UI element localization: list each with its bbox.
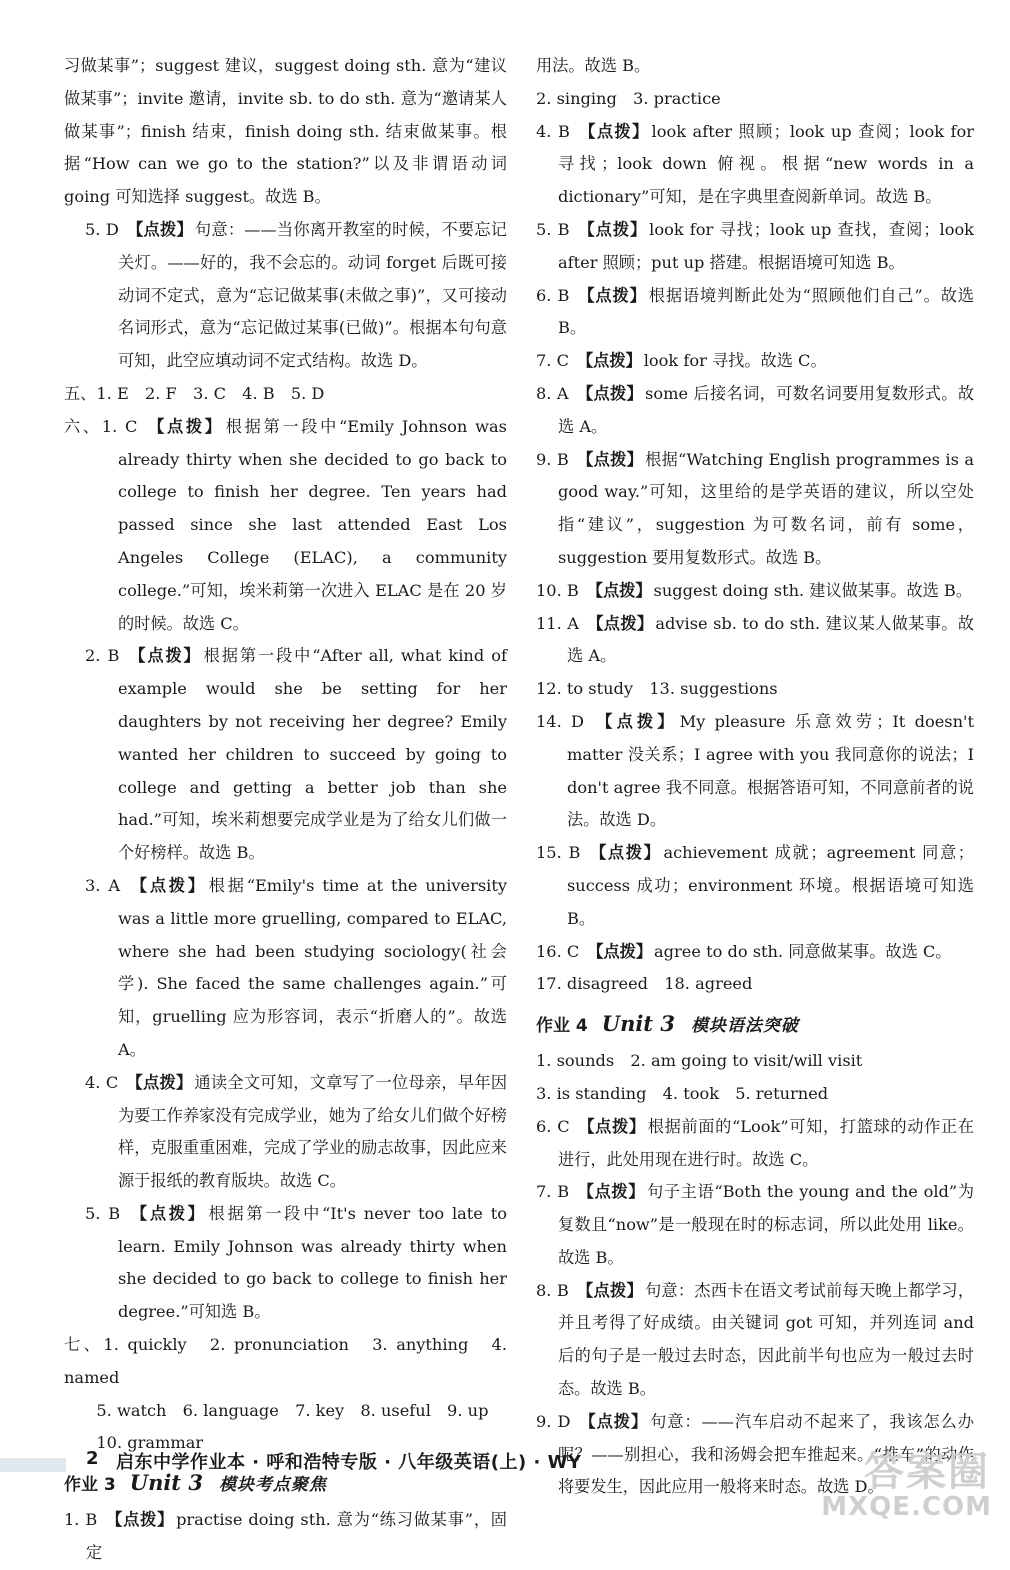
answer-item xyxy=(64,1198,507,1329)
section-prefix: 作业 4 xyxy=(536,1016,588,1037)
answer-text: suggest doing sth. 建议做某事。故选 B。 xyxy=(653,580,973,600)
book-title: 启东中学作业本 · 呼和浩特专版 · 八年级英语(上) · WY xyxy=(116,1452,582,1473)
left-answers xyxy=(64,50,507,1460)
answer-number: 2. B xyxy=(85,646,120,666)
answer-number: 4. C xyxy=(85,1072,119,1092)
left-answers-tail xyxy=(64,1504,507,1570)
answer-text: 根据“Watching English programmes is a good way.”可知，这里给的是学英语的建议，所以空处指“建议”，suggestion 为可数名词，前有 some，suggestion 要用复数形式。故选 B。 xyxy=(558,449,974,567)
answer-text: look for 寻找；look up 查找，查阅；look after 照顾；put up 搭建。根据语境可知选 B。 xyxy=(558,219,974,272)
answer-text: 习做某事”；suggest 建议，suggest doing sth. 意为“建议做某事”；invite 邀请，invite sb. to do sth. 意为“邀请某人做某事”；finish 结束，finish doing sth. 结束做某事。根据“How can we go to the station?”以及非谓语动词 going 可知选择 suggest。故选 B。 xyxy=(64,56,507,207)
hint-tag: 【点拨】 xyxy=(576,351,642,371)
hint-tag: 【点拨】 xyxy=(576,449,644,469)
answer-number: 14. D xyxy=(536,711,585,731)
answer-text: 10. grammar xyxy=(64,1433,204,1453)
answer-text: 句意：——当你离开教室的时候，不要忘记关灯。——好的，我不会忘的。动词 forget 后既可接动词不定式，意为“忘记做某事(未做之事)”，又可接动名词形式，意为“忘记做过某事(已做)”。根据本句句意可知，此空应填动词不定式结构。故选 D。 xyxy=(118,219,507,371)
answer-item xyxy=(64,1395,507,1428)
answer-text: 5. watch 6. language 7. key 8. useful 9. up xyxy=(64,1400,489,1420)
answer-item xyxy=(536,280,974,346)
answer-text: My pleasure 乐意效劳；It doesn't matter 没关系；I agree with you 我同意你的说法；I don't agree 我不同意。根据答语可知，不同意前者的说法。故选 D。 xyxy=(567,711,974,830)
section-prefix: 作业 3 xyxy=(64,1475,116,1496)
watermark-url: MXQE.COM xyxy=(821,1492,992,1522)
section-title: 模块考点聚焦 xyxy=(218,1475,327,1496)
answer-text: 根据第一段中“It's never too late to learn. Emily Johnson was already thirty when she decided to go back to college to finish her degree.”可知选 B。 xyxy=(118,1203,507,1322)
answer-item xyxy=(64,870,507,1067)
answer-item xyxy=(536,1111,974,1177)
hint-tag: 【点拨】 xyxy=(128,875,207,895)
hint-tag: 【点拨】 xyxy=(577,121,650,141)
answer-number: 5. B xyxy=(85,1203,121,1223)
answer-item xyxy=(536,608,974,674)
answer-number: 1. B xyxy=(64,1510,98,1530)
answer-text: look after 照顾；look up 查阅；look for 寻找；look down 俯视。根据“new words in a dictionary”可知，是在字典里查阅新单词。故选 B。 xyxy=(558,121,974,207)
answer-item xyxy=(536,1045,974,1078)
hint-tag: 【点拨】 xyxy=(576,383,644,403)
answer-number: 9. D xyxy=(536,1411,571,1431)
answer-item xyxy=(536,1275,974,1406)
hint-tag: 【点拨】 xyxy=(576,1280,643,1300)
answer-item xyxy=(64,214,507,378)
hint-tag: 【点拨】 xyxy=(577,1182,646,1202)
section-unit: Unit 3 xyxy=(129,1470,203,1496)
page-number: 2 xyxy=(86,1448,99,1469)
answer-text: 2. singing 3. practice xyxy=(536,88,721,108)
answer-text: achievement 成就；agreement 同意；success 成功；environment 环境。根据语境可知选 B。 xyxy=(567,843,974,928)
answer-number: 六、1. C xyxy=(64,416,138,436)
answer-text: look for 寻找。故选 C。 xyxy=(643,351,827,371)
answer-number: 4. B xyxy=(536,121,570,141)
answer-text: 根据语境判断此处为“照顾他们自己”。故选 B。 xyxy=(558,285,974,338)
answer-number: 11. A xyxy=(536,613,579,633)
answer-number: 15. B xyxy=(536,843,581,863)
footer-decor-bar xyxy=(0,1458,66,1472)
hint-tag: 【点拨】 xyxy=(577,285,647,305)
answer-text: 七、1. quickly 2. pronunciation 3. anything 4. named xyxy=(64,1335,507,1387)
answer-text: 根据第一段中“After all, what kind of example would she be setting for her daughters by not receiving her degree? Emily wanted her children to succeed by going to college and getting a better job than she had.”可知，埃米莉想要完成学业是为了给女儿们做一个好榜样。故选 B。 xyxy=(118,646,507,863)
hint-tag: 【点拨】 xyxy=(105,1510,175,1530)
answer-item xyxy=(64,1329,507,1395)
hint-tag: 【点拨】 xyxy=(127,646,202,666)
answer-item xyxy=(536,837,974,935)
answer-item xyxy=(64,640,507,870)
answer-text: 3. is standing 4. took 5. returned xyxy=(536,1083,829,1103)
answer-text: 句子主语“Both the young and the old”为复数且“now”是一般现在时的标志词，所以此处用 like。故选 B。 xyxy=(558,1182,975,1267)
answer-item xyxy=(536,1176,974,1274)
hint-tag: 【点拨】 xyxy=(588,843,662,863)
answer-item xyxy=(536,673,974,706)
left-column xyxy=(64,50,507,1570)
answer-number: 9. B xyxy=(536,449,569,469)
answer-item xyxy=(536,345,974,378)
watermark-logo xyxy=(821,1440,996,1526)
hint-tag: 【点拨】 xyxy=(128,1203,207,1223)
hint-tag: 【点拨】 xyxy=(578,1411,649,1431)
answer-number: 7. C xyxy=(536,351,569,371)
answer-number: 16. C xyxy=(536,941,580,961)
right-answers-tail xyxy=(536,1045,974,1504)
section-title: 模块语法突破 xyxy=(690,1016,799,1037)
answer-item xyxy=(536,83,974,116)
hint-tag: 【点拨】 xyxy=(145,416,224,436)
answer-number: 5. D xyxy=(85,219,119,239)
hint-tag: 【点拨】 xyxy=(586,613,654,633)
answer-text: 根据“Emily's time at the university was a little more gruelling, compared to ELAC, where she had been studying sociology(社会学). She faced the same challenges again.”可知，gruelling 应为形容词，表示“折磨人的”。故选 A。 xyxy=(118,875,508,1059)
answer-item xyxy=(536,214,974,280)
section-header-4 xyxy=(536,1007,974,1043)
hint-tag: 【点拨】 xyxy=(126,219,193,239)
answer-text: practise doing sth. 意为“练习做某事”，固定 xyxy=(86,1510,507,1563)
answer-text: 通读全文可知，文章写了一位母亲，早年因为要工作养家没有完成学业，她为了给女儿们做个好榜样，克服重重困难，完成了学业的励志故事，因此应来源于报纸的教育版块。故选 C。 xyxy=(118,1072,508,1191)
right-column xyxy=(536,50,974,1504)
answer-text: 1. sounds 2. am going to visit/will visit xyxy=(536,1051,863,1071)
answer-item xyxy=(536,1078,974,1111)
answer-text: 五、1. E 2. F 3. C 4. B 5. D xyxy=(64,383,325,403)
answer-number: 7. B xyxy=(536,1182,570,1202)
section-unit: Unit 3 xyxy=(601,1011,675,1037)
answer-text: 17. disagreed 18. agreed xyxy=(536,974,753,994)
answer-text: some 后接名词，可数名词要用复数形式。故选 A。 xyxy=(558,383,975,436)
answer-number: 8. B xyxy=(536,1280,569,1300)
answer-number: 5. B xyxy=(536,219,570,239)
hint-tag: 【点拨】 xyxy=(587,941,653,961)
answer-number: 6. B xyxy=(536,285,570,305)
answer-item xyxy=(536,968,974,1001)
answer-number: 6. C xyxy=(536,1116,570,1136)
answer-item xyxy=(64,1504,507,1570)
answer-item xyxy=(536,378,974,444)
answer-text: 12. to study 13. suggestions xyxy=(536,679,778,699)
answer-text: 根据第一段中“Emily Johnson was already thirty when she decided to go back to college to finish her degree. Ten years had passed since she last attended East Los Angeles College (ELAC), a community college.”可知，埃米莉第一次进入 ELAC 是在 20 岁的时候。故选 C。 xyxy=(118,416,507,633)
hint-tag: 【点拨】 xyxy=(577,1116,646,1136)
hint-tag: 【点拨】 xyxy=(126,1072,193,1092)
answer-number: 8. A xyxy=(536,383,569,403)
right-answers xyxy=(536,50,974,1001)
answer-text: 句意：杰西卡在语文考试前每天晚上都学习，并且考得了好成绩。由关键词 got 可知，并列连词 and 后的句子是一般过去时态，因此前半句也应为一般过去时态。故选 B。 xyxy=(558,1280,975,1399)
answer-text: 用法。故选 B。 xyxy=(536,56,651,75)
answer-item xyxy=(536,444,974,575)
answer-item xyxy=(536,116,974,214)
answer-item xyxy=(64,411,507,641)
hint-tag: 【点拨】 xyxy=(592,711,678,731)
answer-item xyxy=(536,706,974,837)
watermark-text: 答案圈 xyxy=(864,1449,990,1495)
answer-text: agree to do sth. 同意做某事。故选 C。 xyxy=(654,941,952,961)
answer-item xyxy=(64,378,507,411)
answer-item xyxy=(64,1067,507,1198)
answer-item xyxy=(536,50,974,83)
answer-item xyxy=(64,50,507,214)
hint-tag: 【点拨】 xyxy=(577,219,648,239)
answer-text: advise sb. to do sth. 建议某人做某事。故选 A。 xyxy=(567,613,974,666)
answer-number: 3. A xyxy=(85,875,121,895)
answer-item xyxy=(536,936,974,969)
hint-tag: 【点拨】 xyxy=(586,580,652,600)
answer-text: 根据前面的“Look”可知，打篮球的动作正在进行，此处用现在进行时。故选 C。 xyxy=(558,1116,975,1169)
answer-text: 句意：——汽车启动不起来了，我该怎么办呢？——别担心，我和汤姆会把车推起来。“推车”的动作将要发生，因此应用一般将来时态。故选 D。 xyxy=(558,1411,974,1497)
answer-number: 10. B xyxy=(536,580,579,600)
answer-item xyxy=(536,575,974,608)
